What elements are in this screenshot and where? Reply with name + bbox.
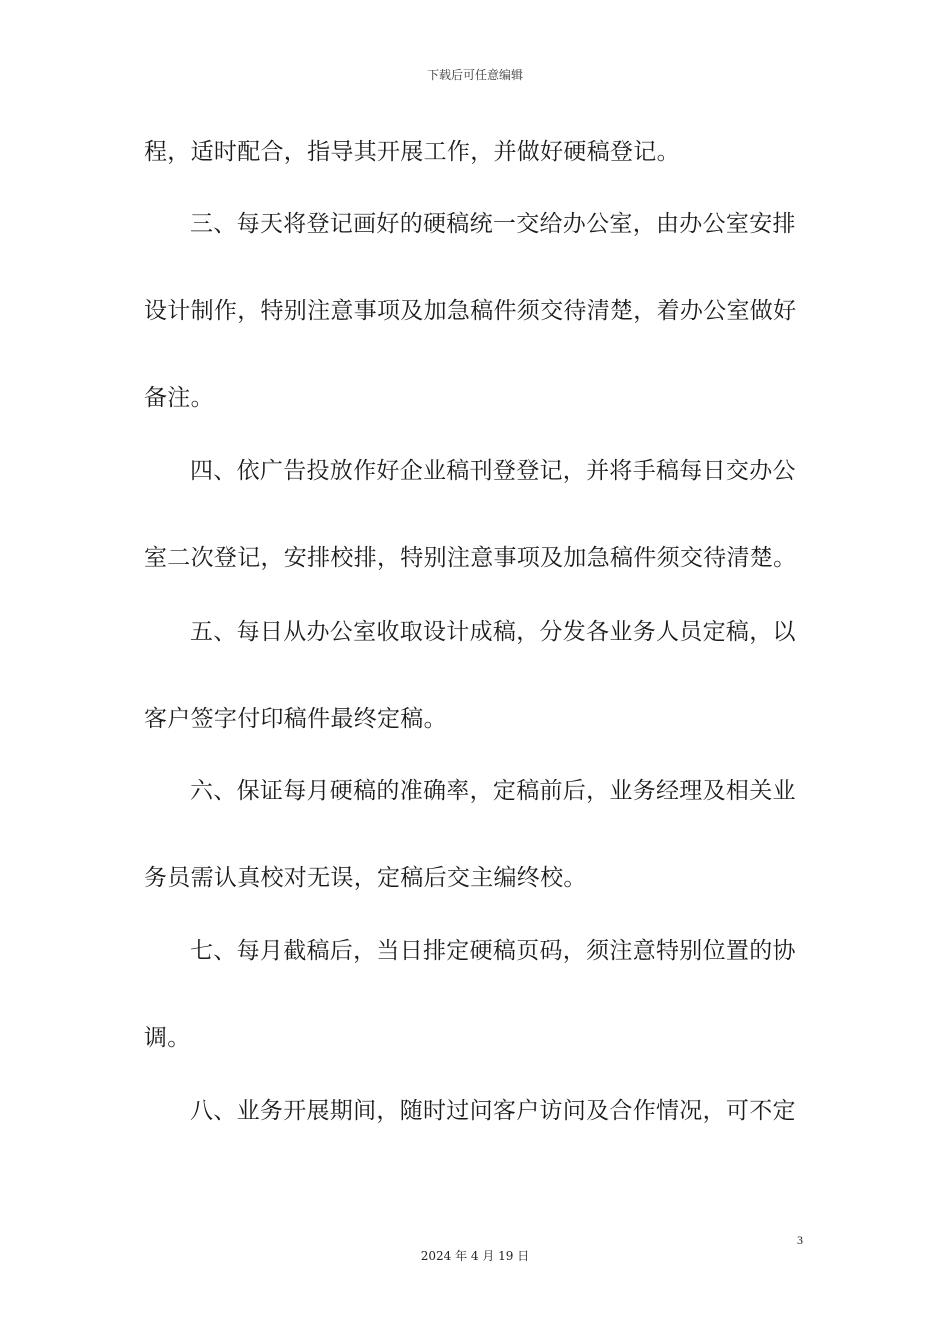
body-line: 调。 <box>144 1025 191 1051</box>
body-line: 程，适时配合，指导其开展工作，并做好硬稿登记。 <box>144 139 680 165</box>
paragraph-4-start: 四、依广告投放作好企业稿刊登登记，并将手稿每日交办公 <box>190 458 796 484</box>
body-line: 务员需认真校对无误，定稿后交主编终校。 <box>144 865 587 891</box>
paragraph-5-start: 五、每日从办公室收取设计成稿，分发各业务人员定稿，以 <box>190 619 796 645</box>
page-number: 3 <box>797 1233 803 1247</box>
paragraph-8-start: 八、业务开展期间，随时过问客户访问及合作情况，可不定 <box>190 1098 796 1124</box>
body-line: 设计制作，特别注意事项及加急稿件须交待清楚，着办公室做好 <box>144 298 797 324</box>
body-line: 备注。 <box>144 385 214 411</box>
body-line: 室二次登记，安排校排，特别注意事项及加急稿件须交待清楚。 <box>144 545 797 571</box>
paragraph-6-start: 六、保证每月硬稿的准确率，定稿前后，业务经理及相关业 <box>190 778 796 804</box>
paragraph-3-start: 三、每天将登记画好的硬稿统一交给办公室，由办公室安排 <box>190 211 796 237</box>
page-header: 下载后可任意编辑 <box>426 68 523 82</box>
page-footer-date: 2024 年 4 月 19 日 <box>420 1249 530 1263</box>
body-line: 客户签字付印稿件最终定稿。 <box>144 706 447 732</box>
paragraph-7-start: 七、每月截稿后，当日排定硬稿页码，须注意特别位置的协 <box>190 938 796 964</box>
